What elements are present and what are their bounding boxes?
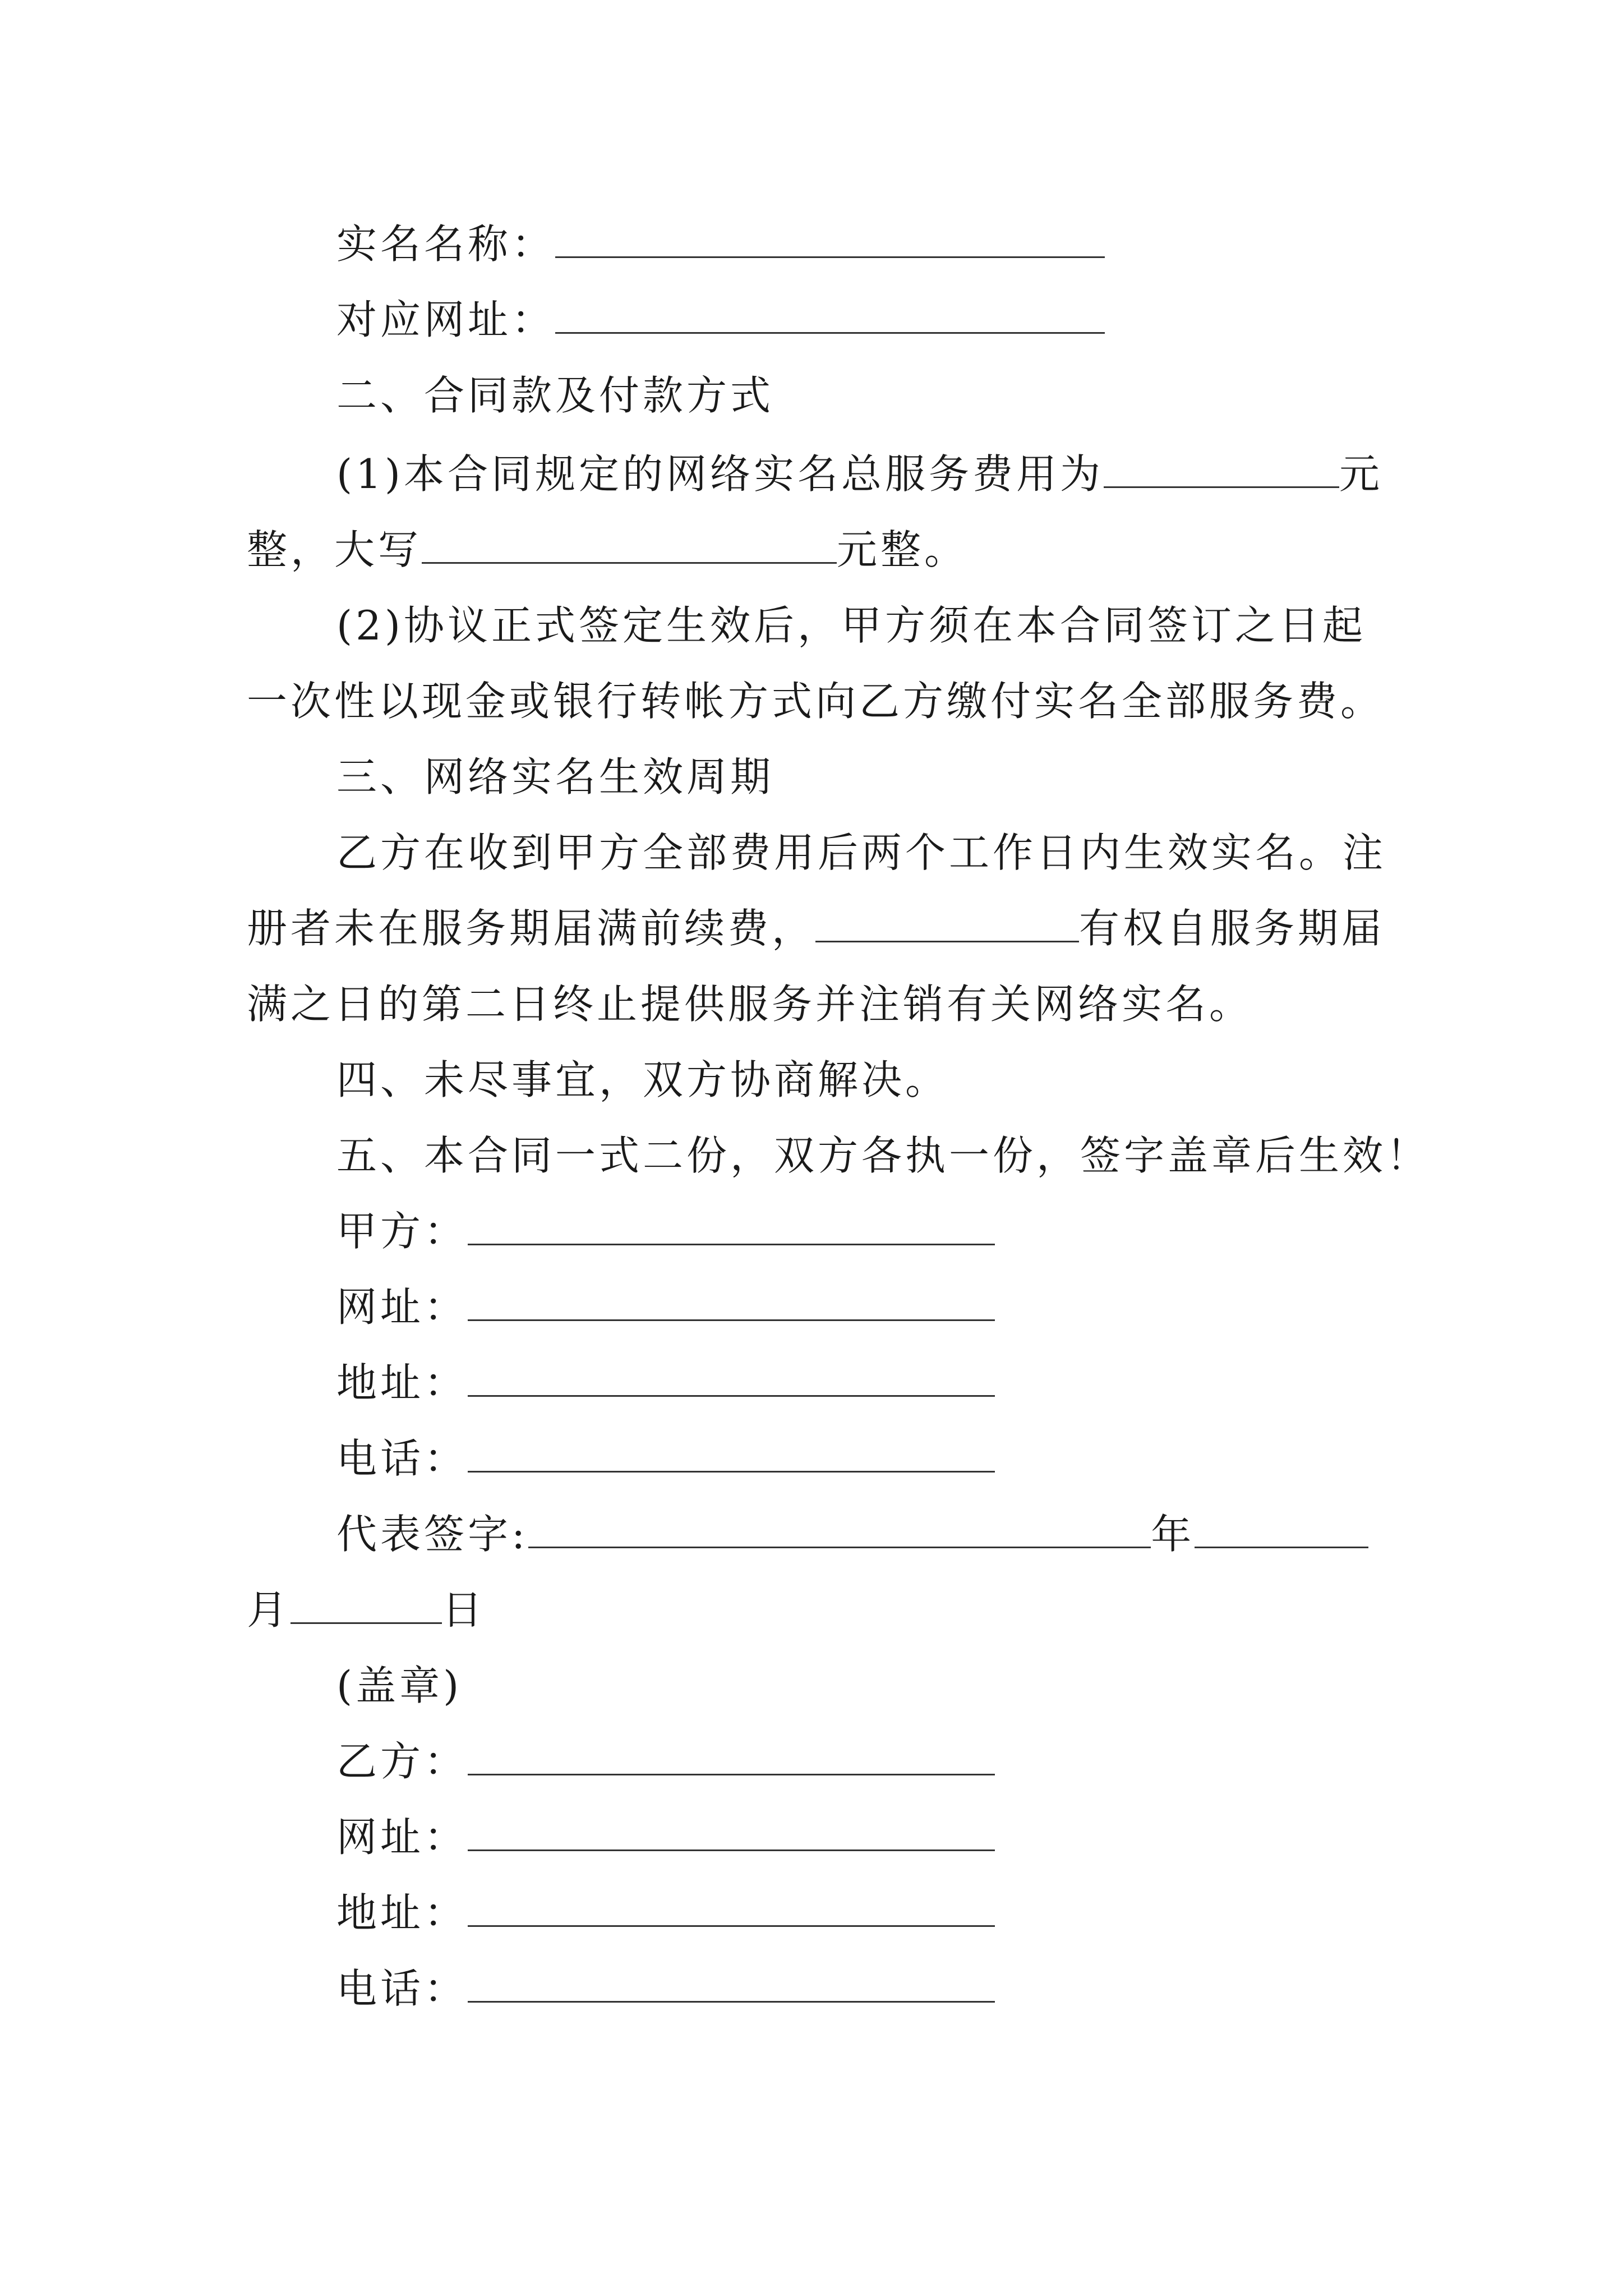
clause1-yuan: 元 [1339, 450, 1384, 498]
section5-line [336, 1125, 1430, 1186]
section3-line3-text: 满之日的第二日终止提供服务并注销有关网络实名。 [247, 981, 1253, 1028]
month-label: 月 [247, 1586, 291, 1634]
month-blank[interactable] [291, 1582, 442, 1624]
party-a-label: 甲方： [336, 1208, 468, 1255]
section4-line [336, 1049, 949, 1111]
party-b-blank[interactable] [468, 1733, 995, 1775]
party-b-url-blank[interactable] [468, 1809, 995, 1851]
party-b-address-line [336, 1882, 995, 1944]
fee-uppercase-blank[interactable] [422, 522, 837, 564]
section3-heading-text: 三、网络实名生效周期 [336, 753, 774, 800]
section4-text: 四、未尽事宜，双方协商解决。 [336, 1056, 949, 1103]
url-label: 对应网址： [336, 296, 556, 343]
clause1-text: (1)本合同规定的网络实名总服务费用为 [336, 450, 1104, 498]
party-a-url-line [336, 1276, 995, 1338]
party-b-label: 乙方： [336, 1738, 468, 1785]
clause1-line2-prefix: 整，大写 [247, 526, 422, 573]
day-label: 日 [442, 1586, 486, 1634]
url-blank[interactable] [555, 292, 1105, 334]
url-field-line [336, 289, 1105, 351]
clause2-line1 [336, 595, 1366, 656]
party-a-blank[interactable] [468, 1203, 995, 1245]
section2-heading-text: 二、合同款及付款方式 [336, 372, 774, 419]
year-blank[interactable] [1195, 1506, 1368, 1548]
seal-label: (盖章) [336, 1662, 463, 1709]
date-line [247, 1579, 486, 1641]
section3-line2-prefix: 册者未在服务期届满前续费， [247, 905, 816, 952]
clause2-line2 [247, 670, 1384, 732]
section3-line3 [247, 973, 1253, 1035]
year-label: 年 [1151, 1511, 1195, 1558]
fee-amount-blank[interactable] [1104, 446, 1339, 488]
section5-text: 五、本合同一式二份，双方各执一份，签字盖章后生效！ [336, 1132, 1431, 1179]
section3-line2 [247, 898, 1385, 959]
name-field-line [336, 213, 1105, 275]
party-a-phone-blank[interactable] [468, 1430, 995, 1473]
clause1-line2 [247, 519, 968, 581]
rep-sign-blank[interactable] [528, 1506, 1151, 1548]
party-b-phone-line [336, 1958, 995, 2019]
section3-heading [336, 746, 774, 808]
party-b-url-line [336, 1806, 995, 1868]
party-a-phone-label: 电话： [336, 1435, 468, 1482]
party-b-url-label: 网址： [336, 1814, 468, 1861]
section3-line1-text: 乙方在收到甲方全部费用后两个工作日内生效实名。注 [336, 829, 1387, 876]
clause2-line1-text: (2)协议正式签定生效后，甲方须在本合同签订之日起 [336, 602, 1366, 649]
rep-sign-label: 代表签字: [336, 1511, 529, 1558]
party-b-address-blank[interactable] [468, 1885, 995, 1927]
section3-line1 [336, 822, 1386, 884]
section3-line2-suffix: 有权自服务期届 [1079, 905, 1386, 952]
party-a-address-label: 地址： [336, 1359, 468, 1406]
section2-heading [336, 365, 774, 426]
clause1-line1 [336, 443, 1383, 505]
clause2-line2-text: 一次性以现金或银行转帐方式向乙方缴付实名全部服务费。 [247, 678, 1385, 725]
party-a-line [336, 1200, 995, 1262]
party-a-address-line [336, 1352, 995, 1414]
provider-blank[interactable] [815, 900, 1079, 942]
party-b-phone-label: 电话： [336, 1965, 468, 2012]
party-a-address-blank[interactable] [468, 1355, 995, 1397]
party-b-address-label: 地址： [336, 1889, 468, 1936]
party-a-url-label: 网址： [336, 1283, 468, 1331]
seal-line [336, 1655, 462, 1717]
rep-sign-line [336, 1503, 1368, 1565]
party-b-line [336, 1731, 995, 1792]
name-label: 实名名称： [336, 220, 556, 268]
clause1-line2-suffix: 元整。 [837, 526, 969, 573]
party-b-phone-blank[interactable] [468, 1961, 995, 2003]
party-a-url-blank[interactable] [468, 1279, 995, 1321]
name-blank[interactable] [555, 216, 1105, 258]
party-a-phone-line [336, 1428, 995, 1489]
